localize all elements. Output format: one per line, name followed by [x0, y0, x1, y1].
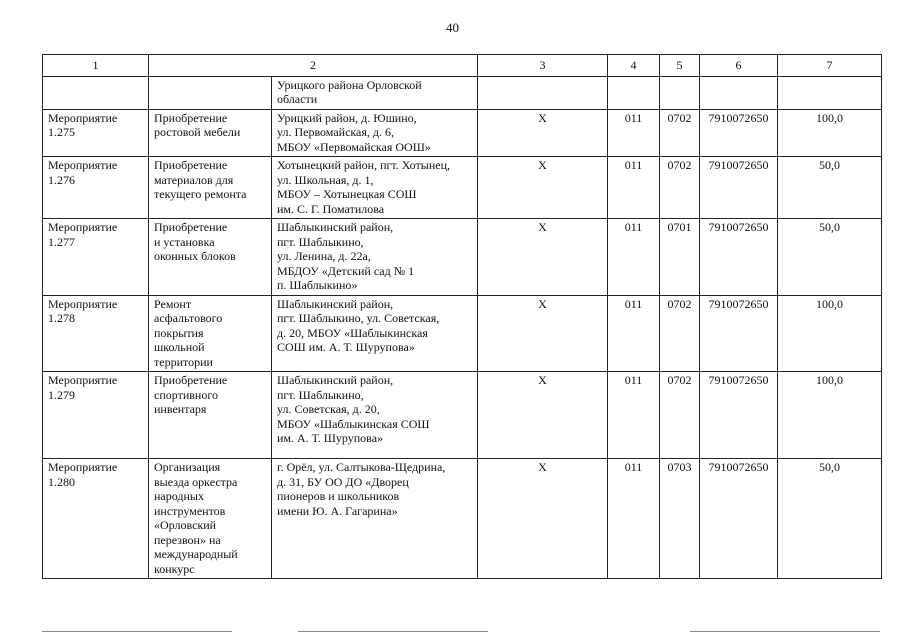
- cell-event-id: Мероприятие 1.280: [43, 459, 149, 579]
- table-row: [43, 459, 882, 579]
- header-cell-1: 1: [43, 55, 149, 77]
- footer-rule-left: [42, 631, 232, 632]
- table-row: [43, 157, 882, 219]
- cell-col3: X: [478, 372, 608, 459]
- cell-description: Приобретение материалов для текущего ремонта: [149, 157, 272, 219]
- cell-description: [149, 76, 272, 109]
- cell-address: Урицкий район, д. Юшино, ул. Первомайская, д. 6, МБОУ «Первомайская ООШ»: [272, 109, 478, 157]
- cell-col6: 7910072650: [700, 295, 778, 372]
- cell-col7: 100,0: [778, 372, 882, 459]
- cell-col7: 50,0: [778, 157, 882, 219]
- cell-col4: 011: [608, 295, 660, 372]
- cell-description: Приобретение и установка оконных блоков: [149, 219, 272, 296]
- cell-col5: 0701: [660, 219, 700, 296]
- cell-col4: 011: [608, 109, 660, 157]
- cell-col7: 100,0: [778, 295, 882, 372]
- cell-col5: 0702: [660, 109, 700, 157]
- table-row: [43, 109, 882, 157]
- cell-col4: 011: [608, 157, 660, 219]
- cell-col6: [700, 76, 778, 109]
- cell-col7: 50,0: [778, 459, 882, 579]
- cell-address: Хотынецкий район, пгт. Хотынец, ул. Школьная, д. 1, МБОУ – Хотынецкая СОШ им. С. Г. Поматилова: [272, 157, 478, 219]
- cell-col4: 011: [608, 459, 660, 579]
- cell-col5: 0703: [660, 459, 700, 579]
- cell-address: Шаблыкинский район, пгт. Шаблыкино, ул. Советская, д. 20, МБОУ «Шаблыкинская СОШ им. А. Т. Шурупова»: [272, 372, 478, 459]
- footer-rule-right: [690, 631, 880, 632]
- page-number: 40: [446, 20, 459, 35]
- cell-address: Шаблыкинский район, пгт. Шаблыкино, ул. Ленина, д. 22а, МБДОУ «Детский сад № 1 п. Шаблыкино»: [272, 219, 478, 296]
- continuation-row: [43, 76, 882, 109]
- cell-description: Приобретение ростовой мебели: [149, 109, 272, 157]
- footer-rule-middle: [298, 631, 488, 632]
- cell-event-id: Мероприятие 1.277: [43, 219, 149, 296]
- cell-col4: [608, 76, 660, 109]
- cell-col6: 7910072650: [700, 459, 778, 579]
- cell-col5: 0702: [660, 157, 700, 219]
- cell-event-id: Мероприятие 1.276: [43, 157, 149, 219]
- cell-col5: 0702: [660, 295, 700, 372]
- cell-col3: X: [478, 219, 608, 296]
- cell-col7: 50,0: [778, 219, 882, 296]
- cell-description: Ремонт асфальтового покрытия школьной территории: [149, 295, 272, 372]
- cell-description: Приобретение спортивного инвентаря: [149, 372, 272, 459]
- cell-col6: 7910072650: [700, 372, 778, 459]
- cell-event-id: Мероприятие 1.275: [43, 109, 149, 157]
- cell-col3: [478, 76, 608, 109]
- cell-col4: 011: [608, 372, 660, 459]
- cell-event-id: Мероприятие 1.278: [43, 295, 149, 372]
- cell-address: Шаблыкинский район, пгт. Шаблыкино, ул. Советская, д. 20, МБОУ «Шаблыкинская СОШ им. А. Т. Шурупова»: [272, 295, 478, 372]
- cell-col4: 011: [608, 219, 660, 296]
- cell-col3: X: [478, 109, 608, 157]
- cell-col7: [778, 76, 882, 109]
- cell-address: г. Орёл, ул. Салтыкова-Щедрина, д. 31, БУ ОО ДО «Дворец пионеров и школьников имени Ю. А. Гагарина»: [272, 459, 478, 579]
- cell-col6: 7910072650: [700, 109, 778, 157]
- header-cell-7: 7: [778, 55, 882, 77]
- cell-col7: 100,0: [778, 109, 882, 157]
- budget-table: [42, 54, 882, 579]
- header-row: [43, 55, 882, 77]
- cell-col6: 7910072650: [700, 157, 778, 219]
- cell-event-id: [43, 76, 149, 109]
- cell-event-id: Мероприятие 1.279: [43, 372, 149, 459]
- header-cell-6: 6: [700, 55, 778, 77]
- cell-col5: [660, 76, 700, 109]
- cell-address: Урицкого района Орловской области: [272, 76, 478, 109]
- cell-col3: X: [478, 157, 608, 219]
- header-cell-4: 4: [608, 55, 660, 77]
- header-cell-5: 5: [660, 55, 700, 77]
- cell-description: Организация выезда оркестра народных инструментов «Орловский перезвон» на международный конкурс: [149, 459, 272, 579]
- table-row: [43, 372, 882, 459]
- cell-col3: X: [478, 459, 608, 579]
- table-row: [43, 295, 882, 372]
- cell-col6: 7910072650: [700, 219, 778, 296]
- cell-col3: X: [478, 295, 608, 372]
- cell-col5: 0702: [660, 372, 700, 459]
- header-cell-2: 2: [149, 55, 478, 77]
- header-cell-3: 3: [478, 55, 608, 77]
- table-row: [43, 219, 882, 296]
